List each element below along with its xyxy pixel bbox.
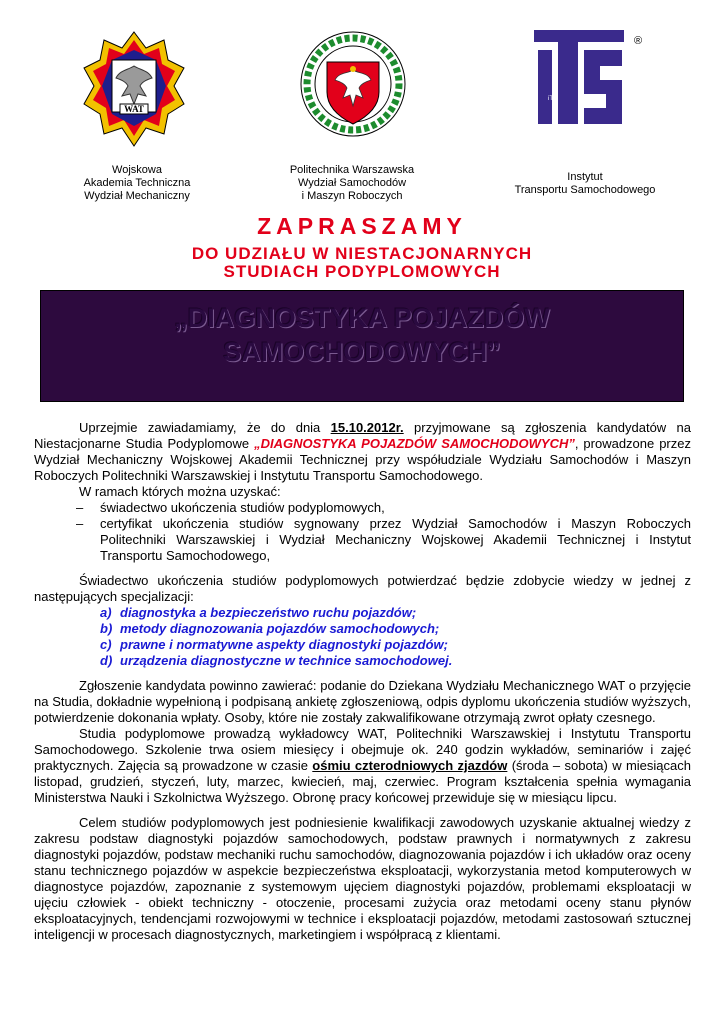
institution-line: Wojskowa <box>112 164 162 176</box>
intro-text: , prowadzone przez Wydział Mechaniczny Wojskowej Akademii Technicznej przy współudziale Wydziału Samochodów i Maszyn Roboczych Politechniki Warszawskiej i Instytutu Transportu Samochodowego. <box>34 436 691 483</box>
institution-line: Transportu Samochodowego <box>514 184 656 196</box>
intro-text: przyjmowane są zgłoszenia kandydatów na Niestacjonarne Studia Podyplomowe <box>34 420 691 451</box>
certificate-paragraph: Świadectwo ukończenia studiów podyplomowych potwierdzać będzie zdobycie wiedzy w jednej z następujących specjalizacji: <box>34 573 691 604</box>
list-item-text: urządzenia diagnostyczne w technice samochodowej. <box>120 653 453 668</box>
intro-text: Uprzejmie zawiadamiamy, że do dnia <box>79 420 331 435</box>
specializations-list <box>34 605 691 669</box>
list-item-text: certyfikat ukończenia studiów sygnowany przez Wydział Samochodów i Maszyn Roboczych Politechniki Warszawskiej i Wydział Mechaniczny Wojskowej Akademii Technicznej i Instytut Transportu Samochodowego, <box>100 516 691 563</box>
registered-mark: ® <box>634 35 643 47</box>
institution-line: i Maszyn Roboczych <box>301 190 403 202</box>
deadline-date: 15.10.2012r. <box>330 420 404 435</box>
banner-line-1: „DIAGNOSTYKA POJAZDÓW <box>174 303 550 333</box>
list-item-text: prawne i normatywne aspekty diagnostyki pojazdów; <box>120 637 448 652</box>
invitation-subtitle <box>0 245 724 281</box>
subtitle-line-2: STUDIACH PODYPLOMOWYCH <box>223 262 501 281</box>
list-letter: c) <box>100 637 112 652</box>
list-item: – świadectwo ukończenia studiów podyplomowych, <box>76 500 385 515</box>
pw-logo <box>299 28 407 140</box>
subtitle-line-1: DO UDZIAŁU W NIESTACJONARNYCH <box>191 244 533 263</box>
body-text <box>34 420 691 943</box>
list-letter: d) <box>100 653 113 668</box>
banner-line-2: SAMOCHODOWYCH” <box>223 337 501 367</box>
program-banner-title <box>41 301 683 369</box>
institution-its <box>500 171 670 197</box>
institution-line: Instytut <box>567 171 603 183</box>
institution-line: Akademia Techniczna <box>83 177 191 189</box>
sessions-highlight: ośmiu czterodniowych zjazdów <box>312 758 508 773</box>
goal-paragraph: Celem studiów podyplomowych jest podniesienie kwalifikacji zawodowych uzyskanie aktualnej wiedzy z zakresu podstaw diagnostyki pojazdów samochodowych, podstaw prawnych i normatywnych z zakresu diagnostyki pojazdów, podstaw mechaniki ruchu samochodów, diagnozowania pojazdów i ich układów oraz oceny stanu technicznego pojazdów w aspekcie bezpieczeństwa eksploatacji, wykorzystania metod komputerowych w diagnostyce pojazdów, zapoznanie z systemowym ujęciem diagnostyki pojazdów, problemami eksploatacji w ujęciu człowiek - obiekt techniczny - otoczenie, procesami zużycia oraz metodami oceny stanu płynów eksploatacyjnych, tendencjami rozwojowymi w technice i eksploatacji pojazdów, metodami zastosowań sztucznej inteligencji w procesach diagnostycznych, marketingiem i współpracą z klientami. <box>34 815 691 942</box>
list-letter: b) <box>100 621 113 636</box>
studies-paragraph <box>34 726 691 806</box>
its-logo <box>534 30 646 130</box>
list-item <box>34 653 691 669</box>
invitation-title: ZAPRASZAMY <box>257 213 467 239</box>
list-item-text: świadectwo ukończenia studiów podyplomowych, <box>100 500 385 515</box>
program-name: „DIAGNOSTYKA POJAZDÓW SAMOCHODOWYCH” <box>254 436 575 451</box>
obtain-list <box>34 500 691 564</box>
wat-logo-text: WAT <box>124 104 144 114</box>
institution-pw <box>277 164 427 203</box>
list-item: – certyfikat ukończenia studiów sygnowany przez Wydział Samochodów i Maszyn Roboczych Politechniki Warszawskiej i Wydział Mechaniczny Wojskowej Akademii Technicznej i Instytut Transportu Samochodowego, <box>76 516 691 563</box>
list-item <box>34 637 691 653</box>
institution-wat <box>62 164 212 203</box>
its-logo-text: iTS <box>548 96 557 102</box>
wat-logo <box>82 30 186 148</box>
institution-line: Politechnika Warszawska <box>289 164 415 176</box>
list-item-text: metody diagnozowania pojazdów samochodowych; <box>120 621 440 636</box>
list-item <box>34 605 691 621</box>
studies-text: (środa – sobota) w miesiącach listopad, grudzień, styczeń, luty, marzec, kwiecień, maj, czerwiec. Program kształcenia spełnia wymagania Ministerstwa Nauki i Szkolnictwa Wyższego. Obronę pracy końcowej przewiduje się w miesiącu lipcu. <box>34 758 691 805</box>
institution-line: Wydział Samochodów <box>297 177 407 189</box>
institution-line: Wydział Mechaniczny <box>84 190 190 202</box>
list-item-text: diagnostyka a bezpieczeństwo ruchu pojazdów; <box>120 605 417 620</box>
list-item <box>34 621 691 637</box>
intro-paragraph <box>34 420 691 484</box>
obtain-label: W ramach których można uzyskać: <box>79 484 281 499</box>
application-paragraph: Zgłoszenie kandydata powinno zawierać: podanie do Dziekana Wydziału Mechanicznego WAT o przyjęcie na Studia, dokładnie wypełnioną i podpisaną ankietę zgłoszeniową, odpis dyplomu ukończenia studiów wyższych, potwierdzenie dokonania wpłaty. Osoby, które nie zostały zakwalifikowane otrzymają zwrot opłaty czesnego. <box>34 678 691 725</box>
list-letter: a) <box>100 605 112 620</box>
studies-text: Studia podyplomowe prowadzą wykładowcy WAT, Politechniki Warszawskiej i Instytutu Transportu Samochodowego. Szkolenie trwa osiem miesięcy i obejmuje ok. 240 godzin wykładów, seminariów i zajęć praktycznych. Zajęcia są prowadzone w czasie <box>34 726 691 773</box>
program-banner <box>40 290 684 402</box>
